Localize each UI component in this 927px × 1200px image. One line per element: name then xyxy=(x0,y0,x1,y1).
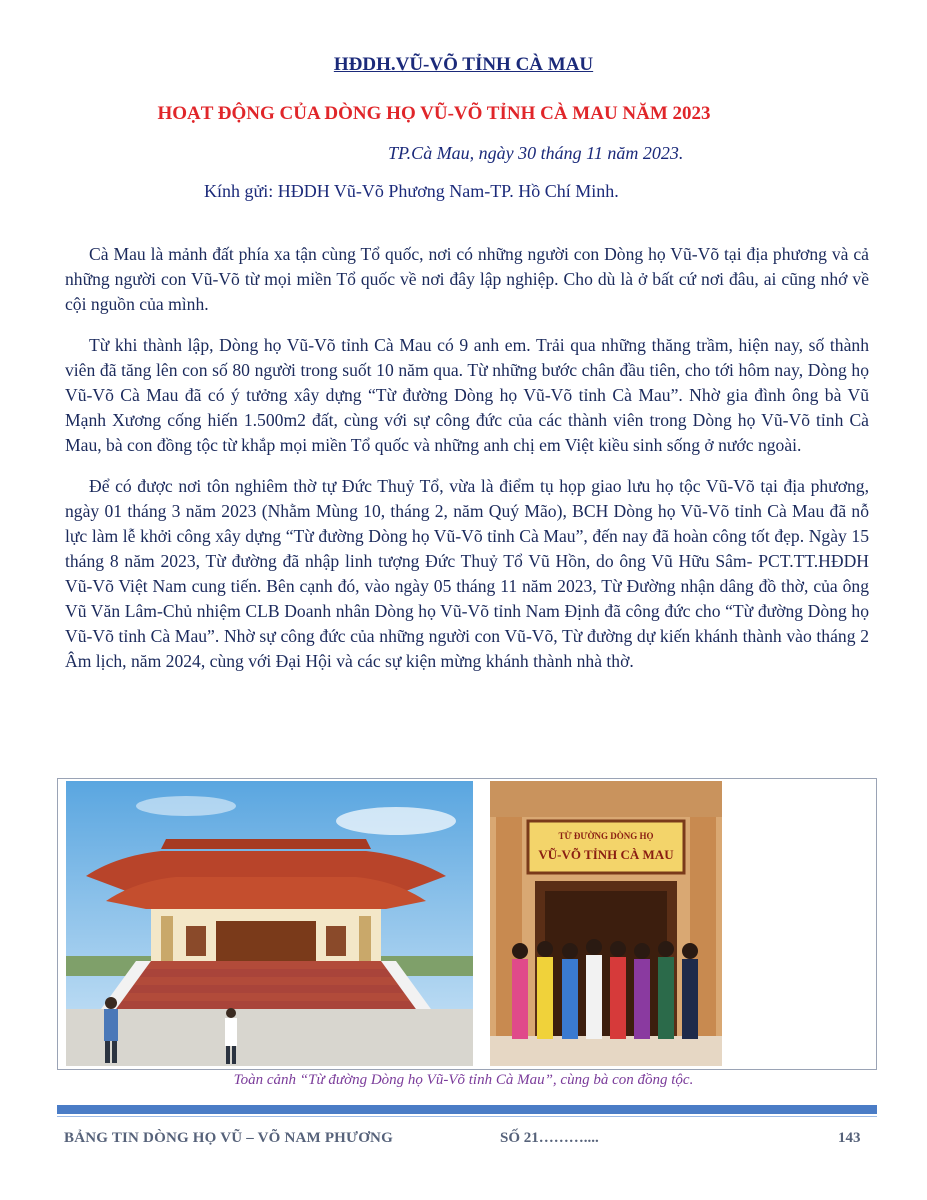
paragraph-3: Để có được nơi tôn nghiêm thờ tự Đức Thuỷ Tổ, vừa là điểm tụ họp giao lưu họ tộc Vũ-Võ tại địa phương, ngày 01 tháng 3 năm 2023 (Nhằm Mùng 10, tháng 2, năm Quý Mão), BCH Dòng họ Vũ-Võ tỉnh Cà Mau đã nỗ lực làm lễ khởi công xây dựng “Từ đường Dòng họ Vũ-Võ tỉnh Cà Mau”, đến nay đã hoàn công tốt đẹp. Ngày 15 tháng 8 năm 2023, Từ đường đã nhập linh tượng Đức Thuỷ Tổ Vũ Hồn, do ông Vũ Hữu Sâm- PCT.TT.HĐDH Vũ-Võ Việt Nam cung tiến. Bên cạnh đó, vào ngày 05 tháng 11 năm 2023, Từ Đường nhận dâng đồ thờ, của ông Vũ Văn Lâm-Chủ nhiệm CLB Doanh nhân Dòng họ Vũ-Võ tỉnh Nam Định đã công đức cho “Từ đường Dòng họ Vũ-Võ tỉnh Cà Mau”. Nhờ sự công đức của những người con Vũ-Võ, Từ đường dự kiến khánh thành vào tháng 2 Âm lịch, năm 2024, cùng với Đại Hội và các sự kiện mừng khánh thành nhà thờ. xyxy=(65,476,869,671)
page-number: 143 xyxy=(838,1130,861,1146)
main-title: HOẠT ĐỘNG CỦA DÒNG HỌ VŨ-VÕ TỈNH CÀ MAU NĂM 2023 xyxy=(157,103,711,124)
temple-photo xyxy=(66,781,473,1066)
photo-caption: Toàn cảnh “Từ đường Dòng họ Vũ-Võ tỉnh Cà Mau”, cùng bà con đồng tộc. xyxy=(233,1072,694,1088)
paragraph-2: Từ khi thành lập, Dòng họ Vũ-Võ tỉnh Cà Mau có 9 anh em. Trải qua những thăng trầm, hiện nay, số thành viên đã tăng lên con số 80 người trong suốt 10 năm qua. Từ những bước chân đầu tiên, cho tới hôm nay, Dòng họ Vũ-Võ Cà Mau đã có ý tưởng xây dựng “Từ đường Dòng họ Vũ-Võ tỉnh Cà Mau”. Nhờ gia đình ông bà Vũ Mạnh Xương cống hiến 1.500m2 đất, cùng với sự công đức của các thành viên trong Dòng họ Vũ-Võ tỉnh Cà Mau, bà con đồng tộc từ khắp mọi miền Tổ quốc và những anh chị em Việt kiều sinh sống ở nước ngoài. xyxy=(65,335,869,455)
photo-frame xyxy=(57,778,877,1070)
temple-image xyxy=(66,781,473,1066)
org-title: HĐDH.VŨ-VÕ TỈNH CÀ MAU xyxy=(333,54,594,75)
date-line: TP.Cà Mau, ngày 30 tháng 11 năm 2023. xyxy=(388,143,684,163)
sign-line-1: TỪ ĐƯỜNG DÒNG HỌ xyxy=(558,831,654,841)
group-image xyxy=(490,781,722,1066)
greeting: Kính gửi: HĐDH Vũ-Võ Phương Nam-TP. Hồ Chí Minh. xyxy=(204,181,619,201)
footer-divider xyxy=(57,1105,877,1114)
footer-publication: BẢNG TIN DÒNG HỌ VŨ – VÕ NAM PHƯƠNG xyxy=(64,1130,393,1146)
group-photo xyxy=(490,781,722,1066)
footer-divider-thin xyxy=(57,1116,877,1117)
paragraph-1: Cà Mau là mảnh đất phía xa tận cùng Tổ quốc, nơi có những người con Dòng họ Vũ-Võ tại địa phương và cả những người con Vũ-Võ từ mọi miền Tổ quốc về nơi đây lập nghiệp. Cho dù là ở bất cứ nơi đâu, ai cũng nhớ về cội nguồn của mình. xyxy=(65,244,869,314)
sign-line-2: VŨ-VÕ TỈNH CÀ MAU xyxy=(538,847,674,862)
footer-issue: SỐ 21……….... xyxy=(500,1130,599,1146)
article-body xyxy=(65,242,869,690)
